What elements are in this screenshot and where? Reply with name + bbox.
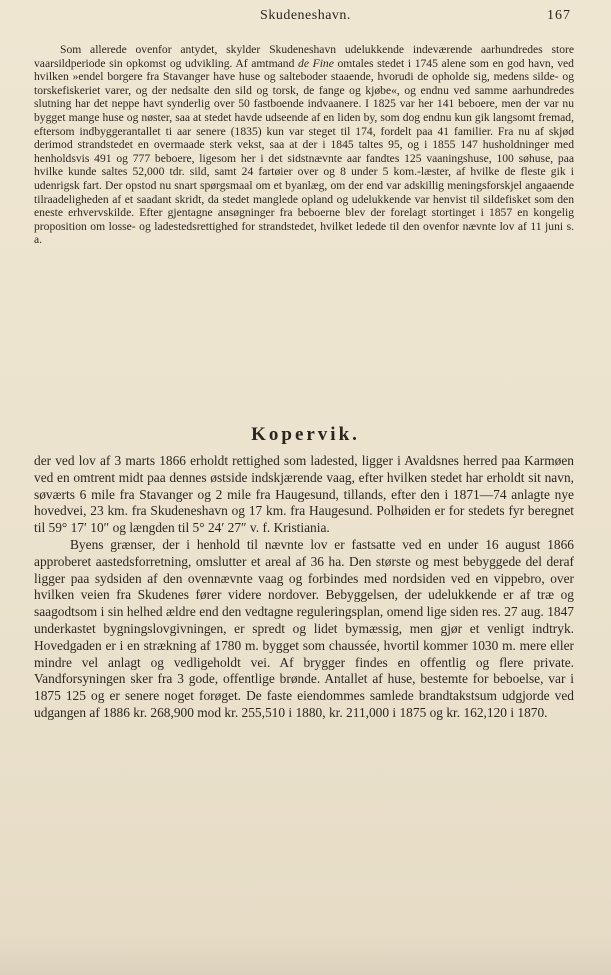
page-number: 167 <box>547 8 571 23</box>
paragraph-text-before: Som allerede ovenfor antydet, skylder Skudeneshavn udelukkende indeværende aarhundredes store vaarsildperiode sin opkomst og udvikling. Af amtmand <box>34 43 574 70</box>
paragraph: der ved lov af 3 marts 1866 erholdt rettighed som ladested, ligger i Avaldsnes herred paa Karmøen ved en omtrent midt paa dennes østside indskjærende vaag, efter hvilken stedet har erholdt sit navn, søværts 6 mile fra Stavanger og 2 mile fra Haugesund, tillands, efter den i 1871—74 anlagte nye hovedvei, 23 km. fra Skudeneshavn og 17 km. fra Haugesund. Polhøiden er for stedets fyr beregnet til 59° 17′ 10″ og længden til 5° 24′ 27″ v. f. Kristiania. <box>34 453 574 536</box>
section-text <box>34 453 574 722</box>
section-heading: Kopervik. <box>251 424 360 445</box>
paragraph: Byens grænser, der i henhold til nævnte lov er fastsatte ved en under 16 august 1866 approberet aastedsforretning, omslutter et areal af 36 ha. Den største og mest bebyggede del deraf ligger paa sydsiden af den ovennævnte vaag og forbindes med nordsiden ved en vippebro, over hvilken veien fra Skudenes fører videre nordover. Bebyggelsen, der udelukkende er af træ og saagodtsom i sin helhed ældre end den vedtagne reguleringsplan, omend lige siden res. 27 aug. 1847 underkastet bygningslovgivningen, er spredt og lidet bymæssig, men gjør et venligt indtryk. Hovedgaden er i en strækning af 1780 m. bygget som chaussée, hvortil kommer 1030 m. mere eller mindre vel anlagt og vedligeholdt vei. Af brygger findes en offentlig og flere private. Vandforsyningen sker fra 3 gode, offentlige brønde. Antallet af huse, bestemte for beboelse, var i 1875 125 og er senere noget forøget. De faste eiendommes samlede brandtakstsum udgjorde ved udgangen af 1886 kr. 268,900 mod kr. 255,510 i 1880, kr. 211,000 i 1875 og kr. 162,120 i 1870. <box>34 536 574 720</box>
page-bottom-edge <box>0 935 611 975</box>
italic-name: de Fine <box>298 56 334 70</box>
running-head <box>0 8 611 30</box>
paragraph-text-after: omtales stedet i 1745 alene som en god havn, ved hvilken »endel borgere fra Stavanger have huse og salteboder staaende, hvorudi de opholde sig, medens silde- og torskefiskeriet varer, og der nedsalte den sild og torsk, de fange og kjøbe«, og endnu ved samme aarhundredes slutning har det neppe havt synderlig over 50 fastboende indvaanere. I 1825 var her 141 beboere, men der var nu bygget mange huse og nøster, saa at stedet havde udseende af en liden by, som dog endnu kun gik langsomt fremad, eftersom indbyggerantallet ti aar senere (1835) kun var steget til 174, fordelt paa 41 familier. Fra nu af skjød derimod strandstedet en overmaade sterk vekst, saa at der i 1845 taltes 95, og i 1855 147 husholdninger med henholdsvis 491 og 777 beboere, ligesom her i det sidstnævnte aar fandtes 125 vaaningshuse, 100 søhuse, paa hvilke kunde saltes 52,000 tdr. sild, samt 24 fartøier over og 8 under 5 kom.-læster, af hvilke de fleste gik i udenrigsk fart. Der opstod nu snart spørgsmaal om et byanlæg, om der end var adskillig meningsforskjel angaaende tilraadeligheden af et saadant skridt, da stedet manglede opland og udelukkende var henvist til sildefisket som den eneste erhvervskilde. Efter gjentagne ansøgninger fra beboerne blev der forelagt stortinget i 1857 en kongelig proposition om losse- og ladestedsrettighed for strandstedet, hvilket ledede til den ovenfor nævnte lov af 11 juni s. a. <box>34 56 574 247</box>
running-title: Skudeneshavn. <box>260 8 351 23</box>
paragraph <box>34 43 574 247</box>
previous-section-text <box>34 43 574 247</box>
